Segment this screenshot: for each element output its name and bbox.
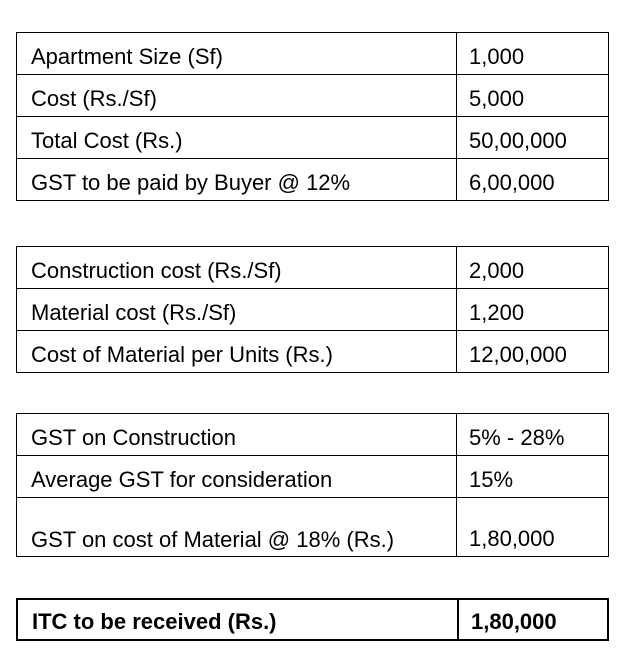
table-row: [17, 414, 609, 456]
table-row: [17, 33, 609, 75]
cost-per-sf-label: Cost (Rs./Sf): [17, 75, 457, 117]
buyer-gst-label: GST to be paid by Buyer @ 12%: [17, 159, 457, 201]
average-gst-label: Average GST for consideration: [17, 456, 457, 498]
table-row: [17, 456, 609, 498]
gst-construction-value: 5% - 28%: [457, 414, 609, 456]
total-cost-label: Total Cost (Rs.): [17, 117, 457, 159]
table-row: [17, 117, 609, 159]
average-gst-value: 15%: [457, 456, 609, 498]
gst-material-value: 1,80,000: [457, 498, 609, 557]
material-cost-label: Material cost (Rs./Sf): [17, 289, 457, 331]
construction-cost-label: Construction cost (Rs./Sf): [17, 247, 457, 289]
table-row: [17, 331, 609, 373]
table-row: [17, 75, 609, 117]
construction-cost-table: [16, 246, 609, 373]
gst-construction-label: GST on Construction: [17, 414, 457, 456]
material-cost-per-unit-value: 12,00,000: [457, 331, 609, 373]
table-row: [17, 498, 609, 557]
buyer-gst-value: 6,00,000: [457, 159, 609, 201]
total-cost-value: 50,00,000: [457, 117, 609, 159]
itc-value: 1,80,000: [458, 599, 608, 640]
table-row: [17, 247, 609, 289]
apartment-cost-table: [16, 32, 609, 201]
gst-material-label: GST on cost of Material @ 18% (Rs.): [17, 498, 457, 557]
material-cost-value: 1,200: [457, 289, 609, 331]
itc-table: [16, 598, 609, 641]
table-row: [17, 289, 609, 331]
itc-label: ITC to be received (Rs.): [17, 599, 458, 640]
table-row: [17, 159, 609, 201]
gst-table: [16, 413, 609, 557]
material-cost-per-unit-label: Cost of Material per Units (Rs.): [17, 331, 457, 373]
construction-cost-value: 2,000: [457, 247, 609, 289]
apartment-size-label: Apartment Size (Sf): [17, 33, 457, 75]
table-row: [17, 599, 608, 640]
cost-per-sf-value: 5,000: [457, 75, 609, 117]
apartment-size-value: 1,000: [457, 33, 609, 75]
